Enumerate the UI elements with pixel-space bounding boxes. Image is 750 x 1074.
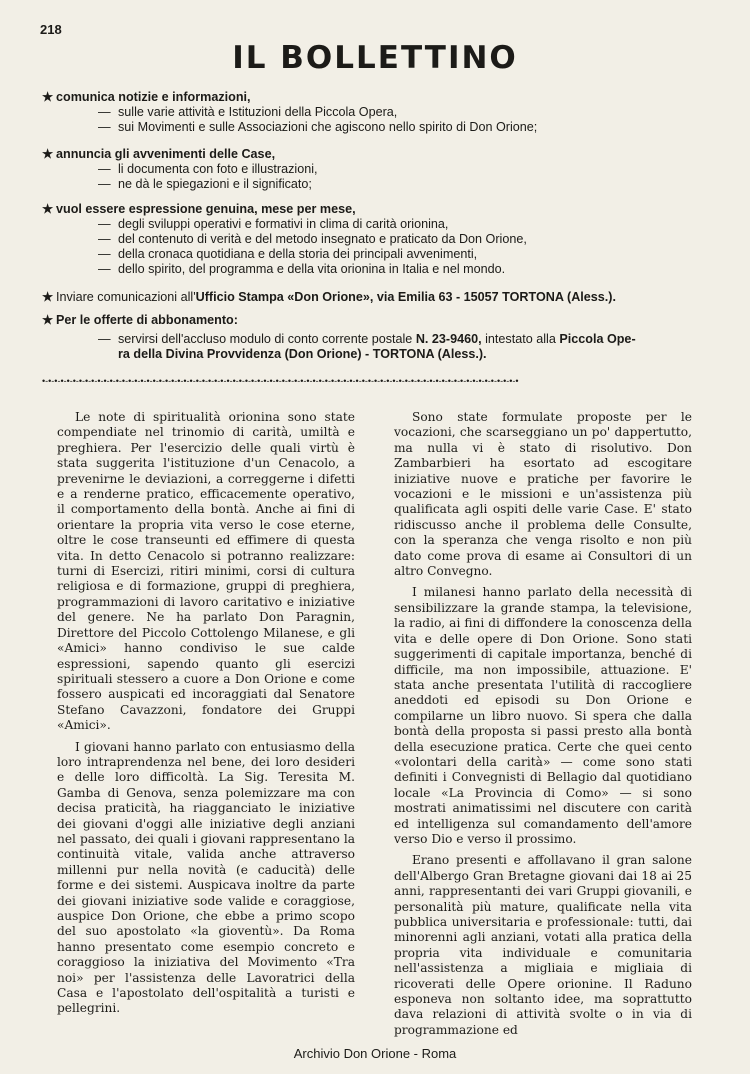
- archive-footer: Archivio Don Orione - Roma: [293, 1046, 457, 1061]
- masthead-title: IL BOLLETTINO: [232, 40, 518, 76]
- bullet-item: — della cronaca quotidiana e della storia dei principali avvenimenti,: [98, 247, 478, 261]
- ornamental-divider: •-•-•-•-•-•-•-•-•-•-•-•-•-•-•-•-•-•-•-•-•-•-•-•-•-•-•-•-•-•-•-•-•-•-•-•-•-•-•-•-•-•-•-•-•-•-•-•-•-•-•-•-•-•-•-•-•-•-•-•-•-•-•-•-•-•-•-•-•-•-•-•-•-•-•-•-•-•: [42, 376, 519, 386]
- star-icon: ★: [42, 202, 54, 216]
- bullet-text: Inviare comunicazioni all': [56, 290, 196, 304]
- bullet-item: — degli sviluppi operativi e formativi in clima di carità orionina,: [98, 217, 449, 231]
- bullet-offerte: [42, 313, 710, 328]
- bullet-item: — sulle varie attività e Istituzioni della Piccola Opera,: [98, 105, 398, 119]
- star-icon: ★: [42, 290, 54, 304]
- paragraph: I milanesi hanno parlato della necessità di sensibilizzare la grande stampa, la televisione, la radio, ai fini di diffondere la conoscenza della vita e delle opere di Don Orione. Sono stati suggerimenti di capitale importanza, benché di difficile, ma non impossibile, attuazione. E' stata anche presentata l'utilità di raccogliere aneddoti ed episodi su Don Orione e compilarne un libro nuovo. Si spera che dalla bontà della proposta si passi presto alla bontà della esecuzione pratica. Certe che quei cento «volontari della carità» — come sono stati definiti i Convegnisti di Bellagio dal quotidiano locale «La Provincia di Como» — si sono mostrati animatissimi nel discutere con carità ed intelligenza sul comandamento dell'amore verso Dio e verso il prossimo.: [394, 585, 692, 846]
- bullet-item: — sui Movimenti e sulle Associazioni che agiscono nello spirito di Don Orione;: [98, 120, 538, 134]
- account-number: N. 23-9460,: [415, 332, 482, 346]
- bullet-head: comunica notizie e informazioni,: [56, 90, 251, 104]
- article-right-column: [394, 410, 692, 1044]
- paragraph: Le note di spiritualità orionina sono state compendiate nel trinomio di carità, umiltà e preghiera. Per l'esercizio delle quali virtù è stata suggerita l'istituzione d'un Cenacolo, a prevenirne le deviazioni, a correggerne i difetti e a renderne pratico, efficacemente operativo, il comportamento della bontà. Anche ai fini di orientare la propria vita verso le cose eterne, oltre le cose transeunti ed effimere di questa vita. In detto Cenacolo si potranno realizzare: turni di Esercizi, ritiri minimi, corsi di cultura religiosa e di formazione, gruppi di preghiera, programmazioni di lavoro caritativo e iniziative del genere. Ne ha parlato Don Paragnin, Direttore del Piccolo Cottolengo Milanese, e gli «Amici» hanno condiviso le sue calde espressioni, sapendo quanto gli esercizi spirituali stessero a cuore a Don Orione e come fossero auspicati ed incoraggiati dal Senatore Stefano Cavazzoni, fondatore dei Gruppi «Amici».: [57, 410, 355, 733]
- paragraph: Erano presenti e affollavano il gran salone dell'Albergo Gran Bretagne giovani dai 18 ai 25 anni, rappresentanti dei vari Gruppi giovanili, e personalità più mature, qualificate nella vita pubblica universitaria e professionale: tutti, dai minorenni agli anziani, votati alla pratica della propria vita individuale e comunitaria nell'assistenza a migliaia e migliaia di ricoverati delle Opere orionine. Il Raduno esponeva non soltanto idee, ma soprattutto dava relazioni di attività svolte o in via di programmazione ed: [394, 853, 692, 1037]
- page-number: 218: [40, 22, 62, 37]
- bullet-item: — dello spirito, del programma e della vita orionina in Italia e nel mondo.: [98, 262, 506, 276]
- bullet-comunica: [42, 90, 710, 105]
- bullet-head: Per le offerte di abbonamento:: [56, 313, 238, 327]
- bullet-head: annuncia gli avvenimenti delle Case,: [56, 147, 276, 161]
- bullet-head: vuol essere espressione genuina, mese per mese,: [56, 202, 356, 216]
- star-icon: ★: [42, 90, 54, 104]
- bullet-item: — del contenuto di verità e del metodo insegnato e praticato da Don Orione,: [98, 232, 527, 246]
- subscription-line: — servirsi dell'accluso modulo di conto corrente postale N. 23-9460, intestato alla Piccola Ope-: [98, 332, 636, 346]
- article-left-column: [57, 410, 355, 1023]
- subscription-line-cont: ra della Divina Provvidenza (Don Orione) - TORTONA (Aless.).: [118, 347, 487, 361]
- address-text: Ufficio Stampa «Don Orione», via Emilia 63 - 15057 TORTONA (Aless.).: [195, 290, 616, 304]
- bullet-item: — li documenta con foto e illustrazioni,: [98, 162, 318, 176]
- bullet-item: — ne dà le spiegazioni e il significato;: [98, 177, 312, 191]
- paragraph: I giovani hanno parlato con entusiasmo della loro intraprendenza nel bene, dei loro desideri e delle loro difficoltà. La Sig. Teresita M. Gamba di Genova, senza polemizzare ma con decisa praticità, ha riagganciato le iniziative dei giovani d'oggi alle iniziative degli anziani nel passato, dei quali i giovani rappresentano la continuità vitale, valida anche attraverso millenni pur nella novità (e caducità) delle forme e dei sistemi. Auspicava inoltre da parte dei giovani iniziative sode valide e coraggiose, auspice Don Orione, che ebbe a primo scopo del suo apostolato «la gioventù». Da Roma hanno presentato come esempio concreto e coraggioso la iniziativa del Movimento «Tra noi» per l'assistenza delle Lavoratrici della Casa e l'apostolato dell'ospitalità a turisti e pellegrini.: [57, 739, 355, 1016]
- paragraph: Sono state formulate proposte per le vocazioni, che scarseggiano un po' dappertutto, ma nulla vi è stato di risolutivo. Don Zambarbieri ha esortato ad escogitare iniziative nuove e pratiche per favorire le vocazioni e le missioni e un'assistenza più qualificata agli ospiti delle varie Case. E' stato ridiscusso anche il problema delle Consulte, con la speranza che venga risolto e non più dato come prova di esame ai Consultori di un altro Convegno.: [394, 410, 692, 579]
- bullet-inviare: [42, 290, 710, 305]
- star-icon: ★: [42, 313, 54, 327]
- star-icon: ★: [42, 147, 54, 161]
- bullet-annuncia: [42, 147, 710, 162]
- info-box: [42, 90, 710, 362]
- bullet-vuol-essere: [42, 202, 710, 217]
